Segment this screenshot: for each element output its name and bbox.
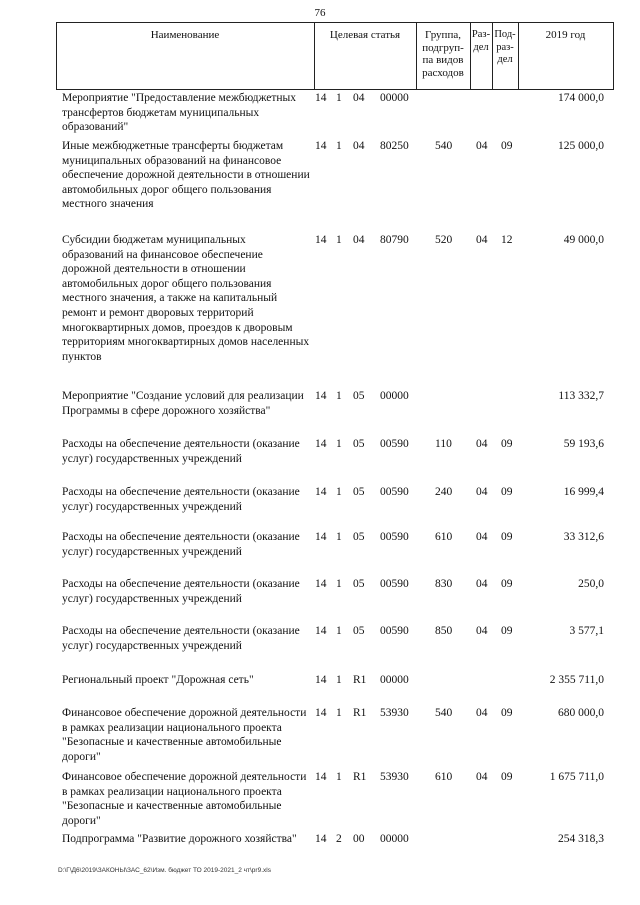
- target-code-subprogram: 1: [336, 625, 342, 637]
- target-code-program: 14: [315, 531, 327, 543]
- header-group-line: подгруп-: [422, 41, 464, 54]
- target-code-event: 04: [353, 234, 365, 246]
- header-subsection: [492, 29, 518, 67]
- header-group-line: Группа,: [425, 29, 461, 41]
- target-code-event: R1: [353, 707, 367, 719]
- target-code-event: 04: [353, 140, 365, 152]
- target-code-subprogram: 2: [336, 833, 342, 845]
- subsection-code: 12: [501, 234, 513, 246]
- target-code-event: 04: [353, 92, 365, 104]
- target-code-direction: 53930: [380, 771, 409, 783]
- header-subsection-line: дел: [497, 54, 513, 65]
- target-code-direction: 00590: [380, 531, 409, 543]
- target-code-program: 14: [315, 833, 327, 845]
- row-name: Расходы на обеспечение деятельности (оказание услуг) государственных учреждений: [62, 625, 300, 652]
- target-code-program: 14: [315, 486, 327, 498]
- header-group-line: расходов: [422, 66, 464, 79]
- target-code-event: 05: [353, 531, 365, 543]
- section-code: 04: [476, 707, 488, 719]
- target-code-program: 14: [315, 625, 327, 637]
- section-code: 04: [476, 771, 488, 783]
- expense-group: 850: [435, 625, 453, 637]
- target-code-subprogram: 1: [336, 438, 342, 450]
- row-name: Мероприятие "Предоставление межбюджетных трансфертов бюджетам муниципальных образований": [62, 92, 296, 134]
- section-code: 04: [476, 625, 488, 637]
- header-target-article: Целевая статья: [329, 29, 401, 41]
- header-group-line: па видов: [422, 54, 464, 66]
- target-code-program: 14: [315, 707, 327, 719]
- row-amount: 680 000,0: [558, 707, 604, 719]
- row-name: Мероприятие "Создание условий для реализации Программы в сфере дорожного хозяйства": [62, 390, 304, 417]
- header-section: [470, 29, 492, 54]
- row-amount: 59 193,6: [563, 438, 604, 450]
- header-subsection-line: раз-: [496, 41, 514, 53]
- target-code-program: 14: [315, 140, 327, 152]
- subsection-code: 09: [501, 707, 513, 719]
- target-code-direction: 00000: [380, 390, 409, 402]
- subsection-code: 09: [501, 486, 513, 498]
- target-code-subprogram: 1: [336, 707, 342, 719]
- row-amount: 113 332,7: [558, 390, 604, 402]
- subsection-code: 09: [501, 625, 513, 637]
- subsection-code: 09: [501, 771, 513, 783]
- section-code: 04: [476, 438, 488, 450]
- section-code: 04: [476, 234, 488, 246]
- target-code-direction: 00000: [380, 92, 409, 104]
- section-code: 04: [476, 140, 488, 152]
- target-code-direction: 00590: [380, 578, 409, 590]
- row-amount: 49 000,0: [563, 234, 604, 246]
- target-code-event: 05: [353, 625, 365, 637]
- subsection-code: 09: [501, 578, 513, 590]
- header-year: 2019 год: [545, 29, 586, 41]
- expense-group: 520: [435, 234, 453, 246]
- row-name: Региональный проект "Дорожная сеть": [62, 674, 254, 686]
- section-code: 04: [476, 578, 488, 590]
- row-amount: 174 000,0: [558, 92, 604, 104]
- header-bottom-border: [56, 89, 614, 90]
- expense-group: 110: [435, 438, 452, 450]
- row-amount: 16 999,4: [563, 486, 604, 498]
- target-code-subprogram: 1: [336, 674, 342, 686]
- page-number: 76: [314, 7, 326, 19]
- header-top-border: [56, 22, 614, 23]
- row-amount: 2 355 711,0: [549, 674, 604, 686]
- target-code-program: 14: [315, 674, 327, 686]
- expense-group: 540: [435, 140, 453, 152]
- target-code-program: 14: [315, 390, 327, 402]
- target-code-program: 14: [315, 578, 327, 590]
- header-section-line: дел: [473, 41, 489, 53]
- target-code-program: 14: [315, 771, 327, 783]
- row-amount: 125 000,0: [558, 140, 604, 152]
- target-code-direction: 80250: [380, 140, 409, 152]
- target-code-event: 05: [353, 578, 365, 590]
- target-code-direction: 53930: [380, 707, 409, 719]
- section-code: 04: [476, 486, 488, 498]
- target-code-program: 14: [315, 92, 327, 104]
- subsection-code: 09: [501, 140, 513, 152]
- row-name: Финансовое обеспечение дорожной деятельности в рамках реализации национального проекта "Безопасные и качественные автомобильные дороги": [62, 707, 307, 763]
- target-code-direction: 00000: [380, 674, 409, 686]
- header-group: [416, 29, 470, 79]
- row-amount: 1 675 711,0: [549, 771, 604, 783]
- target-code-event: 05: [353, 390, 365, 402]
- row-name: Субсидии бюджетам муниципальных образований на финансовое обеспечение дорожной деятельности в отношении автомобильных дорог общего пользования местного значения, а также на капитальный ремонт и ремонт дворовых территорий многоквартирных домов, проездов к дворовым территориям многоквартирных домов населенных пунктов: [62, 234, 310, 363]
- target-code-subprogram: 1: [336, 531, 342, 543]
- table-header: [56, 22, 614, 90]
- row-name: Расходы на обеспечение деятельности (оказание услуг) государственных учреждений: [62, 578, 300, 605]
- target-code-event: 00: [353, 833, 365, 845]
- row-name: Расходы на обеспечение деятельности (оказание услуг) государственных учреждений: [62, 486, 300, 513]
- target-code-event: 05: [353, 438, 365, 450]
- target-code-subprogram: 1: [336, 390, 342, 402]
- target-code-subprogram: 1: [336, 578, 342, 590]
- target-code-program: 14: [315, 438, 327, 450]
- target-code-direction: 00000: [380, 833, 409, 845]
- expense-group: 830: [435, 578, 453, 590]
- row-name: Финансовое обеспечение дорожной деятельности в рамках реализации национального проекта "Безопасные и качественные автомобильные дороги": [62, 771, 307, 827]
- row-amount: 3 577,1: [569, 625, 604, 637]
- subsection-code: 09: [501, 531, 513, 543]
- target-code-direction: 80790: [380, 234, 409, 246]
- target-code-direction: 00590: [380, 486, 409, 498]
- file-path-footer: D:\Г\Д6\2019\ЗАКОНЫ\ЗАС_62\Изм. бюджет ТО 2019-2021_2 чт\pr9.xls: [58, 867, 271, 874]
- expense-group: 540: [435, 707, 453, 719]
- target-code-program: 14: [315, 234, 327, 246]
- row-name: Расходы на обеспечение деятельности (оказание услуг) государственных учреждений: [62, 531, 300, 558]
- target-code-subprogram: 1: [336, 140, 342, 152]
- target-code-subprogram: 1: [336, 486, 342, 498]
- target-code-direction: 00590: [380, 438, 409, 450]
- header-section-line: Раз-: [471, 29, 491, 40]
- row-name: Иные межбюджетные трансферты бюджетам муниципальных образований на финансовое обеспечение дорожной деятельности в отношении автомобильных дорог общего пользования местного значения: [62, 140, 310, 211]
- row-name: Подпрограмма "Развитие дорожного хозяйства": [62, 833, 297, 845]
- target-code-event: 05: [353, 486, 365, 498]
- header-subsection-line: Под-: [494, 29, 516, 40]
- target-code-subprogram: 1: [336, 92, 342, 104]
- expense-group: 610: [435, 531, 453, 543]
- target-code-subprogram: 1: [336, 771, 342, 783]
- row-amount: 254 318,3: [558, 833, 604, 845]
- section-code: 04: [476, 531, 488, 543]
- target-code-event: R1: [353, 674, 367, 686]
- expense-group: 610: [435, 771, 453, 783]
- row-amount: 33 312,6: [563, 531, 604, 543]
- row-name: Расходы на обеспечение деятельности (оказание услуг) государственных учреждений: [62, 438, 300, 465]
- subsection-code: 09: [501, 438, 513, 450]
- target-code-direction: 00590: [380, 625, 409, 637]
- header-divider: [613, 22, 614, 90]
- target-code-subprogram: 1: [336, 234, 342, 246]
- expense-group: 240: [435, 486, 453, 498]
- header-name: Наименование: [150, 29, 220, 41]
- target-code-event: R1: [353, 771, 367, 783]
- row-amount: 250,0: [578, 578, 604, 590]
